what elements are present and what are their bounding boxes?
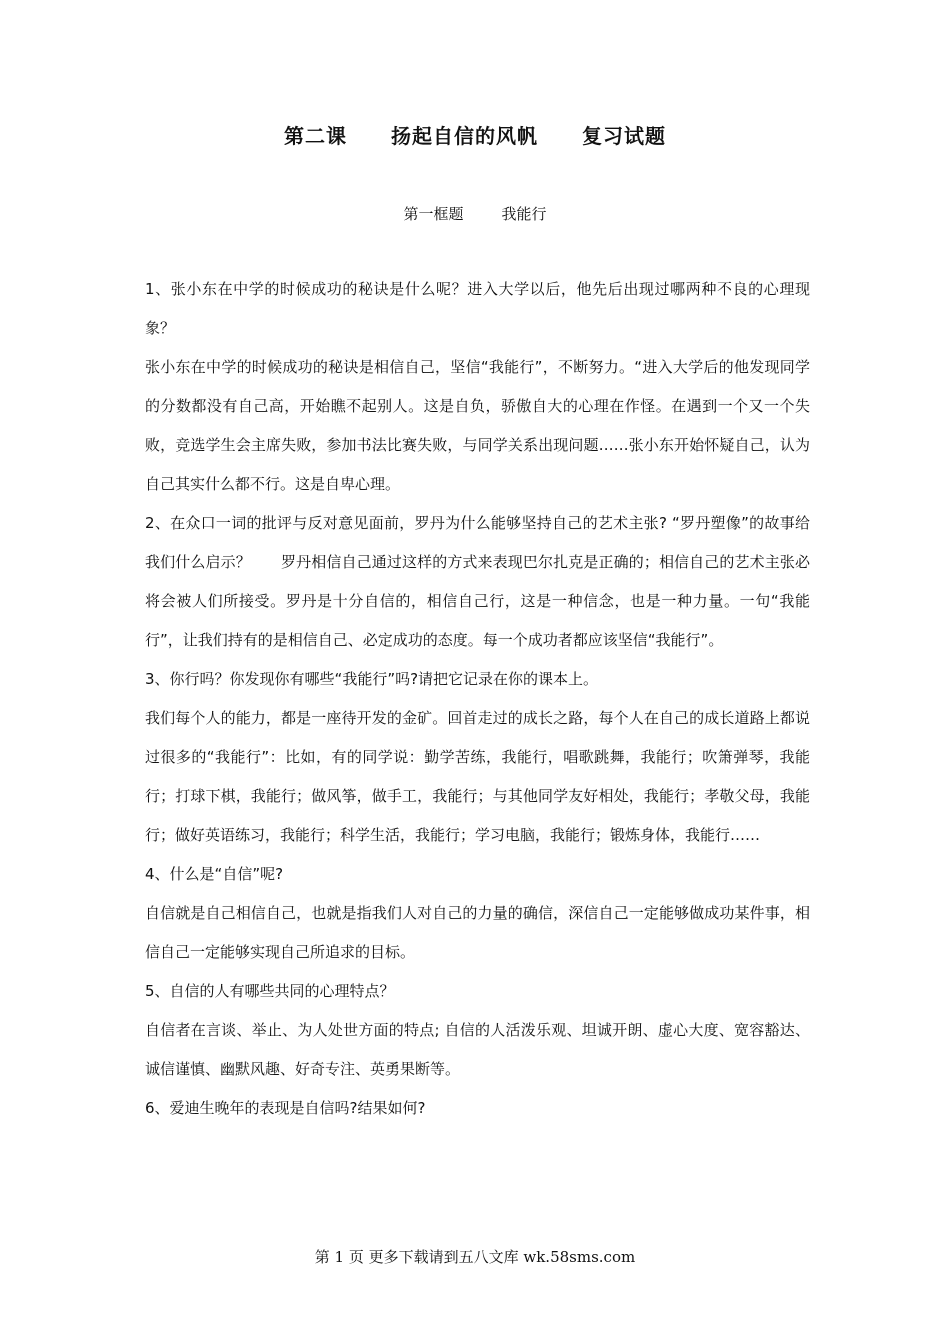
title-lesson: 第二课 [284, 124, 347, 148]
question-4: 4、什么是“自信”呢? [145, 865, 284, 883]
title-type: 复习试题 [582, 124, 666, 148]
subtitle-section: 第一框题 [403, 205, 464, 223]
question-1: 1、张小东在中学的时候成功的秘诀是什么呢？进入大学以后，他先后出现过哪两种不良的心理现象？ [145, 280, 810, 337]
answer-3: 我们每个人的能力，都是一座待开发的金矿。回首走过的成长之路，每个人在自己的成长道路上都说过很多的“我能行”：比如，有的同学说：勤学苦练，我能行，唱歌跳舞，我能行；吹箫弹琴，我能行；打球下棋，我能行；做风筝，做手工，我能行；与其他同学友好相处，我能行；孝敬父母，我能行；做好英语练习，我能行；科学生活，我能行；学习电脑，我能行；锻炼身体，我能行…… [145, 709, 810, 844]
answer-5: 自信者在言谈、举止、为人处世方面的特点; 自信的人活泼乐观、坦诚开朗、虚心大度、宽容豁达、诚信谨慎、幽默风趣、好奇专注、英勇果断等。 [145, 1021, 810, 1078]
subtitle-topic: 我能行 [501, 205, 547, 223]
section-subtitle [0, 203, 950, 224]
question-6: 6、爱迪生晚年的表现是自信吗?结果如何? [145, 1099, 426, 1117]
title-topic: 扬起自信的风帆 [391, 124, 538, 148]
page-footer: 第 1 页 更多下载请到五八文库 wk.58sms.com [314, 1248, 636, 1266]
page-title [0, 120, 950, 149]
question-5: 5、自信的人有哪些共同的心理特点？ [145, 982, 395, 1000]
question-2: 2、在众口一词的批评与反对意见面前，罗丹为什么能够坚持自己的艺术主张? “罗丹塑像”的故事给我们什么启示？ 罗丹相信自己通过这样的方式来表现巴尔扎克是正确的；相信自己的艺术主张必将会被人们所接受。罗丹是十分自信的，相信自己行，这是一种信念，也是一种力量。一句“我能行”，让我们持有的是相信自己、必定成功的态度。每一个成功者都应该坚信“我能行”。 [145, 514, 810, 649]
answer-4: 自信就是自己相信自己，也就是指我们人对自己的力量的确信，深信自己一定能够做成功某件事，相信自己一定能够实现自己所追求的目标。 [145, 904, 810, 961]
document-body [145, 270, 810, 1128]
question-3: 3、你行吗？你发现你有哪些“我能行”吗?请把它记录在你的课本上。 [145, 670, 599, 688]
answer-1: 张小东在中学的时候成功的秘诀是相信自己，坚信“我能行”，不断努力。“进入大学后的他发现同学的分数都没有自己高，开始瞧不起别人。这是自负，骄傲自大的心理在作怪。在遇到一个又一个失败，竞选学生会主席失败，参加书法比赛失败，与同学关系出现问题……张小东开始怀疑自己，认为自己其实什么都不行。这是自卑心理。 [145, 358, 810, 493]
